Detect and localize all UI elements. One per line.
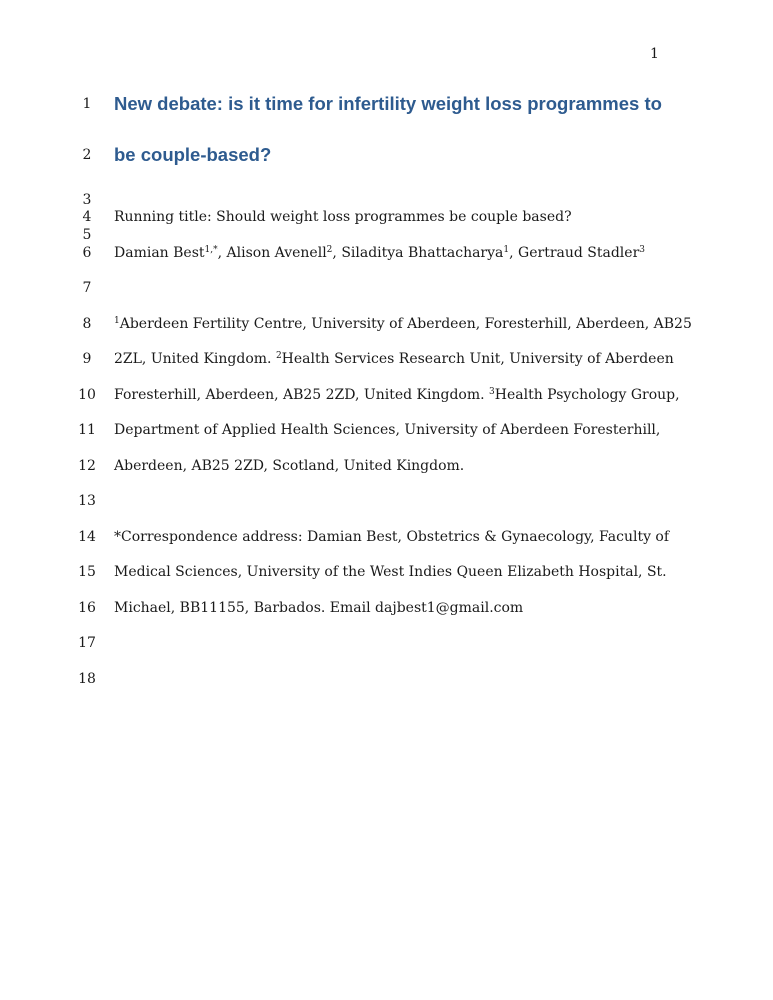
author-separator: , [509,245,519,261]
correspondence-line: *Correspondence address: Damian Best, Obstetrics & Gynaecology, Faculty of [114,529,670,545]
affiliation-marker: 3 [489,387,495,397]
affiliation-text: Foresterhill, Aberdeen, AB25 2ZD, United Kingdom. [114,387,490,403]
page-number: 1 [650,46,659,62]
line-number: 1 [82,96,92,112]
line-number: 15 [78,564,96,580]
line-number: 12 [78,458,96,474]
line-number: 4 [82,209,92,225]
running-title: Running title: Should weight loss programmes be couple based? [114,209,572,225]
author-affiliation-marker: 3 [639,245,646,255]
author-name: Siladitya Bhattacharya [341,245,504,261]
line-number: 7 [82,280,92,296]
line-number: 2 [82,147,92,163]
line-number: 9 [82,351,92,367]
affiliation-marker: 2 [275,351,282,361]
author-name: Gertraud Stadler [518,245,640,261]
line-number: 11 [78,422,96,438]
affiliation-line [114,351,674,367]
line-number: 8 [82,316,92,332]
line-number: 16 [78,600,96,616]
correspondence-line: Medical Sciences, University of the West Indies Queen Elizabeth Hospital, St. [114,564,667,580]
affiliation-text: Health Psychology Group, [494,387,680,403]
line-number: 6 [82,245,92,261]
paper-title-line-2: be couple-based? [114,144,272,165]
affiliation-line [114,316,692,332]
author-separator: , [332,245,342,261]
line-number: 3 [82,192,92,208]
affiliation-line: Aberdeen, AB25 2ZD, Scotland, United Kingdom. [114,458,465,474]
author-list [114,245,645,261]
affiliation-text: Health Services Research Unit, University of Aberdeen [281,351,674,367]
affiliation-text: Aberdeen Fertility Centre, University of Aberdeen, Foresterhill, Aberdeen, AB25 [119,316,692,332]
author-name: Damian Best [114,245,205,261]
line-number: 17 [78,635,96,651]
correspondence-line: Michael, BB11155, Barbados. Email dajbest1@gmail.com [114,600,524,616]
line-number: 10 [78,387,96,403]
line-number: 18 [78,671,96,687]
line-number: 13 [78,493,96,509]
line-number: 5 [82,227,92,243]
affiliation-text: 2ZL, United Kingdom. [114,351,276,367]
author-affiliation-marker: 2 [326,245,333,255]
line-number: 14 [78,529,96,545]
affiliation-line [114,387,680,403]
author-affiliation-marker: 1 [503,245,510,255]
author-name: Alison Avenell [226,245,327,261]
affiliation-marker: 1 [114,316,120,326]
author-separator: , [217,245,227,261]
paper-title-line-1: New debate: is it time for infertility weight loss programmes to [114,93,662,114]
author-affiliation-marker: 1,* [204,245,218,255]
affiliation-line: Department of Applied Health Sciences, University of Aberdeen Foresterhill, [114,422,661,438]
